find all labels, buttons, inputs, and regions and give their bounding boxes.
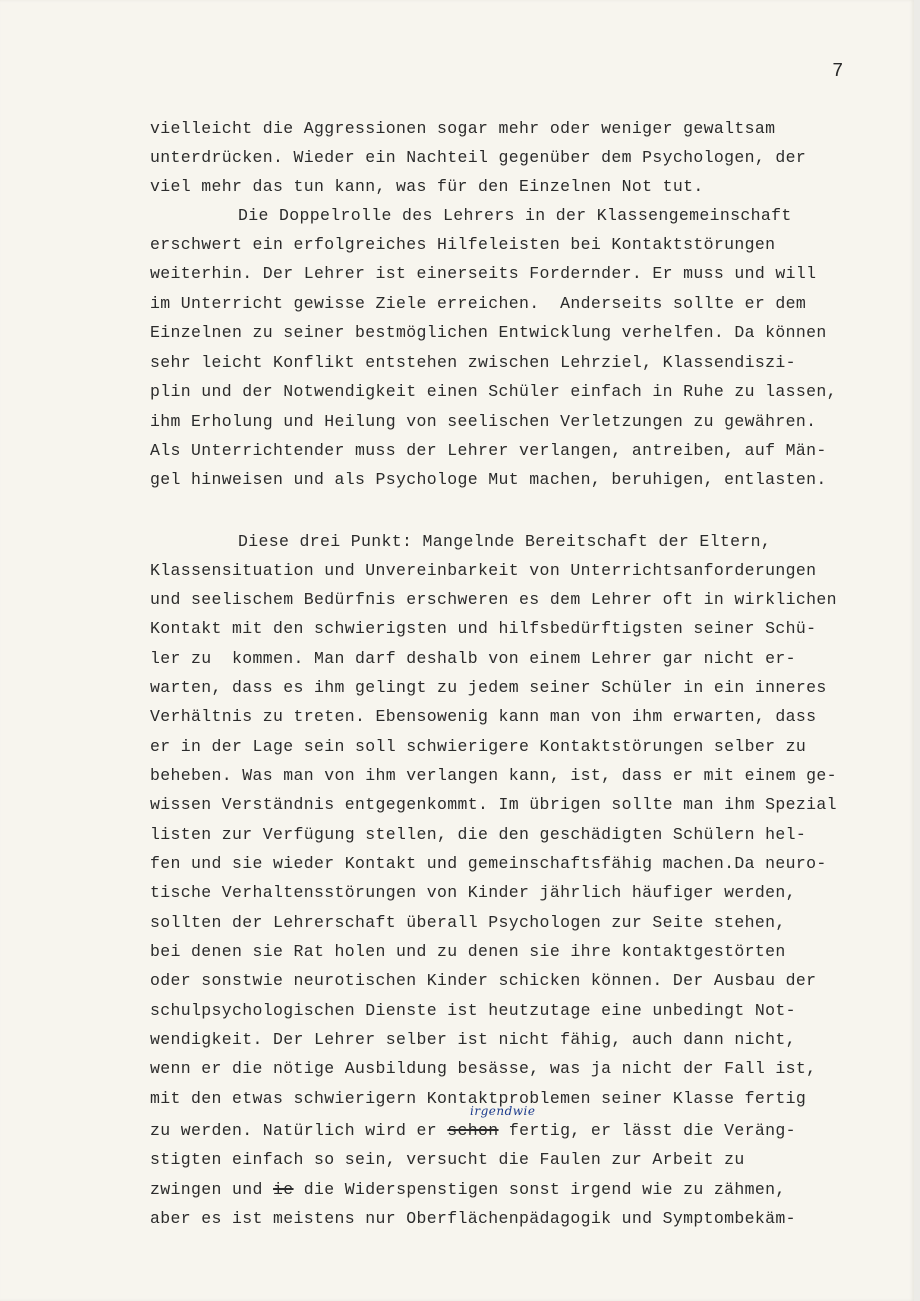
text-line: mit den etwas schwierigern Kontaktproblemen seiner Klasse fertig [150, 1089, 807, 1108]
text-line: beheben. Was man von ihm verlangen kann, ist, dass er mit einem ge- [150, 766, 837, 785]
text-line: wissen Verständnis entgegenkommt. Im übrigen sollte man ihm Spezial [150, 795, 837, 814]
text-line: Als Unterrichtender muss der Lehrer verlangen, antreiben, auf Män- [150, 441, 827, 460]
text-line: aber es ist meistens nur Oberflächenpädagogik und Symptombekäm- [150, 1209, 796, 1228]
text-line: wendigkeit. Der Lehrer selber ist nicht fähig, auch dann nicht, [150, 1030, 796, 1049]
text-line: Klassensituation und Unvereinbarkeit von Unterrichtsanforderungen [150, 561, 817, 580]
struck-word: schon [447, 1121, 499, 1140]
handwritten-insertion: irgendwie [470, 1104, 536, 1118]
text-line: und seelischem Bedürfnis erschweren es dem Lehrer oft in wirklichen [150, 590, 837, 609]
text-line: wenn er die nötige Ausbildung besässe, was ja nicht der Fall ist, [150, 1059, 817, 1078]
text-line: Diese drei Punkt: Mangelnde Bereitschaft der Eltern, [238, 532, 772, 551]
text-line: gel hinweisen und als Psychologe Mut machen, beruhigen, entlasten. [150, 470, 827, 489]
text-line: weiterhin. Der Lehrer ist einerseits Fordernder. Er muss und will [150, 264, 817, 283]
text-line: Kontakt mit den schwierigsten und hilfsbedürftigsten seiner Schü- [150, 619, 817, 638]
text-line: schulpsychologischen Dienste ist heutzutage eine unbedingt Not- [150, 1001, 796, 1020]
text-segment: zwingen und [150, 1180, 274, 1199]
text-line: erschwert ein erfolgreiches Hilfeleisten bei Kontaktstörungen [150, 235, 776, 254]
struck-word: ie [273, 1180, 294, 1199]
text-line: im Unterricht gewisse Ziele erreichen. Anderseits sollte er dem [150, 294, 807, 313]
page-number: 7 [832, 60, 844, 82]
text-line: Die Doppelrolle des Lehrers in der Klassengemeinschaft [238, 206, 792, 225]
text-line: listen zur Verfügung stellen, die den geschädigten Schülern hel- [150, 825, 807, 844]
text-line: er in der Lage sein soll schwierigere Kontaktstörungen selber zu [150, 737, 807, 756]
text-segment: zu werden. Natürlich wird er [150, 1121, 448, 1140]
text-line: warten, dass es ihm gelingt zu jedem seiner Schüler in ein inneres [150, 678, 827, 697]
text-line: oder sonstwie neurotischen Kinder schicken können. Der Ausbau der [150, 971, 817, 990]
text-line: bei denen sie Rat holen und zu denen sie ihre kontaktgestörten [150, 942, 786, 961]
text-line: Verhältnis zu treten. Ebensowenig kann man von ihm erwarten, dass [150, 707, 817, 726]
text-line: Einzelnen zu seiner bestmöglichen Entwicklung verhelfen. Da können [150, 323, 827, 342]
text-line: stigten einfach so sein, versucht die Faulen zur Arbeit zu [150, 1150, 745, 1169]
text-line: ihm Erholung und Heilung von seelischen Verletzungen zu gewähren. [150, 412, 817, 431]
text-line: plin und der Notwendigkeit einen Schüler einfach in Ruhe zu lassen, [150, 382, 837, 401]
text-line: tische Verhaltensstörungen von Kinder jährlich häufiger werden, [150, 883, 796, 902]
text-segment: fertig, er lässt die Veräng- [498, 1121, 796, 1140]
text-line: sehr leicht Konflikt entstehen zwischen Lehrziel, Klassendiszi- [150, 353, 796, 372]
text-line-with-correction [150, 1121, 796, 1141]
text-line: unterdrücken. Wieder ein Nachteil gegenüber dem Psychologen, der [150, 148, 807, 167]
text-line: fen und sie wieder Kontakt und gemeinschaftsfähig machen.Da neuro- [150, 854, 827, 873]
text-line: vielleicht die Aggressionen sogar mehr oder weniger gewaltsam [150, 119, 776, 138]
text-line: sollten der Lehrerschaft überall Psychologen zur Seite stehen, [150, 913, 786, 932]
text-line-with-correction [150, 1180, 786, 1200]
text-segment: die Widerspenstigen sonst irgend wie zu zähmen, [293, 1180, 786, 1199]
text-line: viel mehr das tun kann, was für den Einzelnen Not tut. [150, 177, 704, 196]
text-line: ler zu kommen. Man darf deshalb von einem Lehrer gar nicht er- [150, 649, 796, 668]
